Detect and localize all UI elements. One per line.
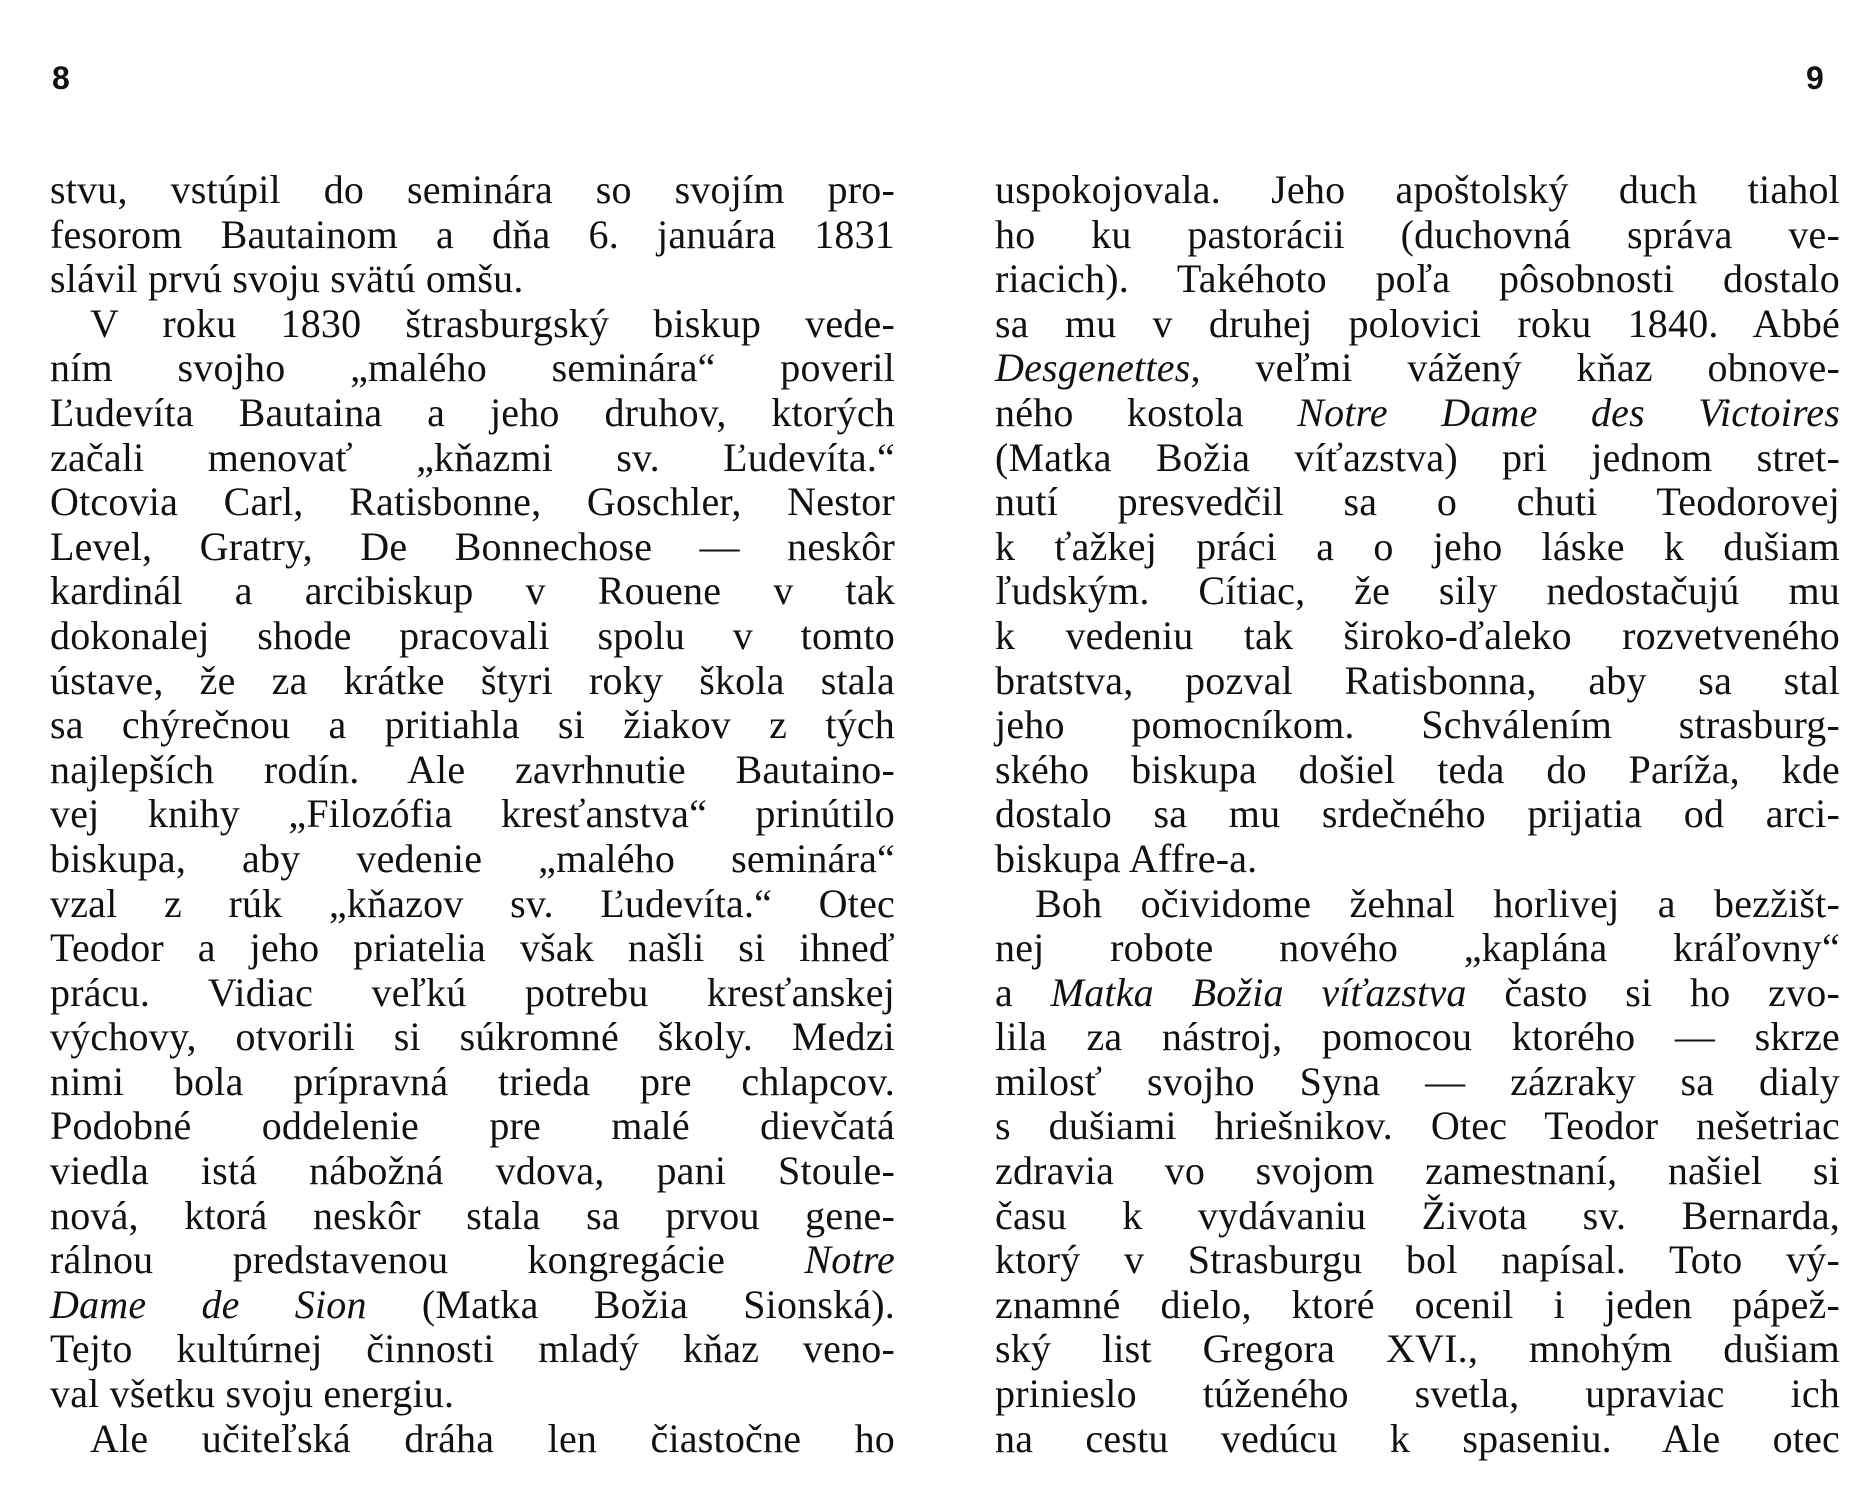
text-segment: Ale učiteľská dráha len čiastočne ho [90,1415,895,1461]
text-segment: (Matka Božia víťazstva) pri jednom stret- [995,434,1840,480]
text-line [995,703,1840,748]
text-line [995,971,1840,1016]
text-segment: prinieslo túženého svetla, upraviac ich [995,1371,1840,1417]
text-line [50,302,895,347]
text-segment: V roku 1830 štrasburgský biskup vede- [90,300,895,346]
text-line [995,168,1840,213]
text-line [995,1417,1840,1462]
text-segment: najlepších rodín. Ale zavrhnutie Bautaino- [50,746,895,792]
text-segment: vzal z rúk „kňazov sv. Ľudevíta.“ Otec [50,880,895,926]
text-line [50,1104,895,1149]
text-line [995,346,1840,391]
text-line [50,346,895,391]
text-segment: ský list Gregora XVI., mnohým dušiam [995,1326,1840,1372]
text-line [995,882,1840,927]
text-line [50,882,895,927]
text-segment: Otcovia Carl, Ratisbonne, Goschler, Nestor [50,479,895,525]
text-segment: dokonalej shode pracovali spolu v tomto [50,612,895,658]
text-line [995,213,1840,258]
text-segment: kardinál a arcibiskup v Rouene v tak [50,568,895,614]
text-line [50,525,895,570]
text-segment: ľudským. Cítiac, že sily nedostačujú mu [995,568,1840,614]
text-line [50,436,895,481]
text-segment: (Matka Božia Sionská). [421,1281,895,1327]
text-line [50,748,895,793]
text-segment: Level, Gratry, De Bonnechose — neskôr [50,523,895,569]
text-line [50,569,895,614]
text-segment: Tejto kultúrnej činnosti mladý kňaz veno- [50,1326,895,1372]
text-segment: ním svojho „malého seminára“ poveril [50,345,895,391]
text-line [995,926,1840,971]
text-line [50,659,895,704]
italic-text: Notre [804,1237,895,1283]
text-line [995,792,1840,837]
text-line [995,1060,1840,1105]
text-line [50,391,895,436]
italic-text: Dame de Sion [50,1281,367,1327]
text-line [995,1104,1840,1149]
text-line [50,1015,895,1060]
text-segment: prácu. Vidiac veľkú potrebu kresťanskej [50,969,895,1015]
text-line [995,480,1840,525]
italic-text: Desgenettes, [995,345,1201,391]
text-segment: ského biskupa došiel teda do Paríža, kde [995,746,1840,792]
text-line [995,748,1840,793]
text-segment: jeho pomocníkom. Schválením strasburg- [995,702,1840,748]
text-line [50,703,895,748]
text-line [50,1238,895,1283]
text-line [50,1149,895,1194]
text-segment: Boh očividome žehnal horlivej a bezžišt- [1035,880,1840,926]
text-segment: zdravia vo svojom zamestnaní, našiel si [995,1148,1840,1194]
text-segment: Ľudevíta Bautaina a jeho druhov, ktorých [50,389,895,435]
text-segment: val všetku svoju energiu. [50,1371,455,1417]
text-line [50,837,895,882]
text-segment: milosť svojho Syna — zázraky sa dialy [995,1058,1840,1104]
text-line [995,1149,1840,1194]
text-segment: začali menovať „kňazmi sv. Ľudevíta.“ [50,434,895,480]
page-number-left: 8 [52,60,70,96]
italic-text: Notre Dame des Victoires [1297,389,1840,435]
text-line [50,614,895,659]
text-line [50,1327,895,1372]
text-segment: s dušiami hriešnikov. Otec Teodor nešetriac [995,1103,1840,1149]
text-line [50,1372,895,1417]
text-line [50,213,895,258]
text-line [995,837,1840,882]
text-segment: ho ku pastorácii (duchovná správa ve- [995,211,1840,257]
text-line [995,391,1840,436]
text-line [50,257,895,302]
text-segment: ktorý v Strasburgu bol napísal. Toto vý- [995,1237,1840,1283]
text-line [995,1283,1840,1328]
text-line [995,1372,1840,1417]
text-line [995,1194,1840,1239]
text-column-right [995,168,1840,1461]
text-line [995,525,1840,570]
text-segment: riacich). Takéhoto poľa pôsobnosti dostalo [995,256,1840,302]
text-segment: výchovy, otvorili si súkromné školy. Medzi [50,1014,895,1060]
text-line [50,1283,895,1328]
text-line [50,971,895,1016]
text-segment: dostalo sa mu srdečného prijatia od arci- [995,791,1840,837]
text-segment: stvu, vstúpil do seminára so svojím pro- [50,167,895,212]
text-line [995,614,1840,659]
text-segment: veľmi vážený kňaz obnove- [1255,345,1840,391]
text-column-left [50,168,895,1461]
text-segment: biskupa Affre-a. [995,835,1258,881]
text-segment: fesorom Bautainom a dňa 6. januára 1831 [50,211,895,257]
text-line [995,302,1840,347]
text-line [995,436,1840,481]
text-segment: rálnou predstavenou kongregácie [50,1237,726,1283]
text-segment: znamné dielo, ktoré ocenil i jeden pápež- [995,1281,1840,1327]
text-segment: bratstva, pozval Ratisbonna, aby sa stal [995,657,1840,703]
text-segment: a [995,969,1051,1015]
text-segment: často si ho zvo- [1504,969,1840,1015]
text-line [995,1327,1840,1372]
page-number-right: 9 [1806,60,1824,96]
text-line [50,480,895,525]
text-segment: času k vydávaniu Života sv. Bernarda, [995,1192,1840,1238]
text-segment: nej robote nového „kaplána kráľovny“ [995,925,1840,971]
text-segment: biskupa, aby vedenie „malého seminára“ [50,835,895,881]
text-segment: nutí presvedčil sa o chuti Teodorovej [995,479,1840,525]
text-segment: vej knihy „Filozófia kresťanstva“ prinútilo [50,791,895,837]
text-line [50,1060,895,1105]
text-segment: nimi bola prípravná trieda pre chlapcov. [50,1058,895,1104]
text-line [995,1015,1840,1060]
text-segment: Podobné oddelenie pre malé dievčatá [50,1103,895,1149]
text-segment: lila za nástroj, pomocou ktorého — skrze [995,1014,1840,1060]
text-line [50,792,895,837]
text-segment: Teodor a jeho priatelia však našli si ihneď [50,925,895,971]
text-line [50,926,895,971]
text-segment: ného kostola [995,389,1244,435]
text-line [995,659,1840,704]
text-segment: na cestu vedúcu k spaseniu. Ale otec [995,1415,1840,1461]
text-line [995,1238,1840,1283]
text-segment: uspokojovala. Jeho apoštolský duch tiahol [995,167,1840,212]
text-line [50,168,895,213]
text-line [50,1194,895,1239]
text-segment: k ťažkej práci a o jeho láske k dušiam [995,523,1840,569]
text-segment: viedla istá nábožná vdova, pani Stoule- [50,1148,895,1194]
text-segment: sa chýrečnou a pritiahla si žiakov z tých [50,702,895,748]
text-segment: sa mu v druhej polovici roku 1840. Abbé [995,300,1840,346]
italic-text: Matka Božia víťazstva [1050,969,1467,1015]
text-segment: slávil prvú svoju svätú omšu. [50,256,524,302]
text-line [995,569,1840,614]
text-segment: ústave, že za krátke štyri roky škola stala [50,657,895,703]
text-segment: k vedeniu tak široko-ďaleko rozvetveného [995,612,1840,658]
text-segment: nová, ktorá neskôr stala sa prvou gene- [50,1192,895,1238]
text-line [50,1417,895,1462]
text-line [995,257,1840,302]
